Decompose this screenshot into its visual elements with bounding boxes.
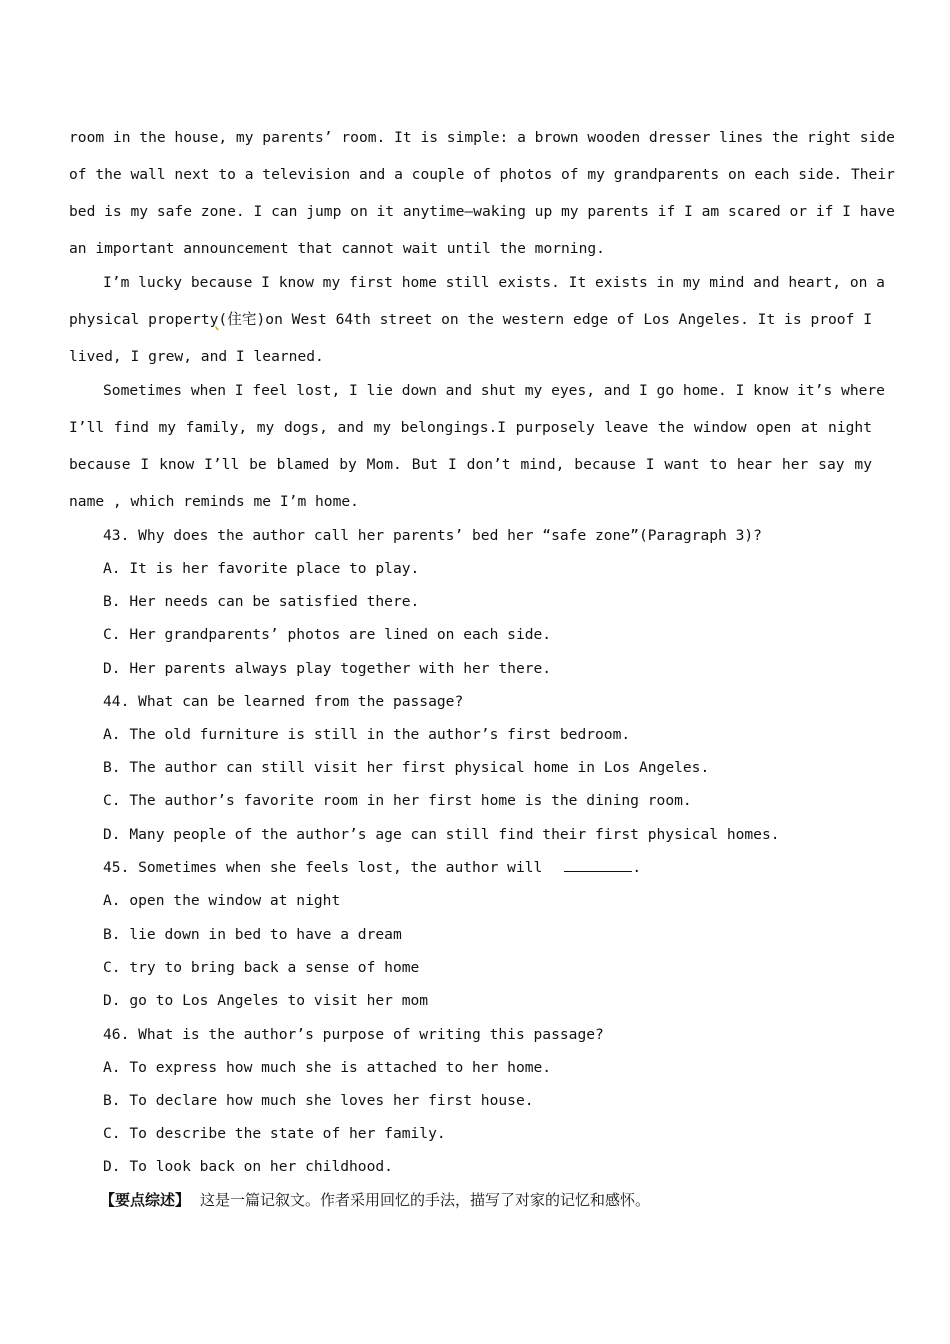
answer-option: A. To express how much she is attached to her home. xyxy=(103,1059,552,1076)
summary xyxy=(100,1190,903,1210)
answer-option: D. Her parents always play together with her there. xyxy=(103,660,552,677)
answer-option: B. To declare how much she loves her first house. xyxy=(103,1092,534,1109)
answer-option: D. To look back on her childhood. xyxy=(103,1158,393,1175)
spellcheck-marked-text: y xyxy=(209,311,219,328)
answer-option: C. Her grandparents’ photos are lined on each side. xyxy=(103,626,552,643)
answer-option: A. It is her favorite place to play. xyxy=(103,560,420,577)
answer-option: C. The author’s favorite room in her first home is the dining room. xyxy=(103,792,692,809)
passage-line: because I know I’ll be blamed by Mom. But I don’t mind, because I want to hear her say my xyxy=(69,456,872,473)
answer-option: D. go to Los Angeles to visit her mom xyxy=(103,992,429,1009)
question-stem: 44. What can be learned from the passage? xyxy=(103,693,464,710)
answer-blank xyxy=(564,859,632,872)
question-stem-text: 45. Sometimes when she feels lost, the author will xyxy=(103,859,543,876)
passage-line: I’m lucky because I know my first home still exists. It exists in my mind and heart, on a xyxy=(103,274,885,291)
answer-option: B. Her needs can be satisfied there. xyxy=(103,593,420,610)
passage-line: an important announcement that cannot wait until the morning. xyxy=(69,240,605,257)
passage-line: I’ll find my family, my dogs, and my belongings.I purposely leave the window open at night xyxy=(69,419,872,436)
answer-option: D. Many people of the author’s age can still find their first physical homes. xyxy=(103,826,780,843)
passage-line: of the wall next to a television and a couple of photos of my grandparents on each side. Their xyxy=(69,166,895,183)
passage-line: lived, I grew, and I learned. xyxy=(69,348,324,365)
answer-option: A. The old furniture is still in the author’s first bedroom. xyxy=(103,726,631,743)
question-stem: 43. Why does the author call her parents’ bed her “safe zone”(Paragraph 3)? xyxy=(103,527,762,544)
summary-text: 这是一篇记叙文。作者采用回忆的手法，描写了对家的记忆和感怀。 xyxy=(200,1191,651,1209)
answer-option: B. lie down in bed to have a dream xyxy=(103,926,402,943)
passage-line: bed is my safe zone. I can jump on it anytime—waking up my parents if I am scared or if I have xyxy=(69,203,895,220)
passage-line xyxy=(69,310,872,330)
answer-option: A. open the window at night xyxy=(103,892,341,909)
question-stem xyxy=(103,858,872,878)
passage-fragment: (住宅)on West 64th street on the western edge of Los Angeles. It is proof I xyxy=(218,311,872,328)
answer-option: C. try to bring back a sense of home xyxy=(103,959,420,976)
summary-tag: 【要点综述】 xyxy=(100,1191,191,1209)
question-stem: 46. What is the author’s purpose of writing this passage? xyxy=(103,1026,604,1043)
passage-fragment: physical propert xyxy=(69,311,210,328)
answer-option: C. To describe the state of her family. xyxy=(103,1125,446,1142)
answer-option: B. The author can still visit her first physical home in Los Angeles. xyxy=(103,759,710,776)
question-stem-end: . xyxy=(632,859,642,876)
passage-line: Sometimes when I feel lost, I lie down and shut my eyes, and I go home. I know it’s where xyxy=(103,382,885,399)
passage-line: name , which reminds me I’m home. xyxy=(69,493,359,510)
passage-line: room in the house, my parents’ room. It is simple: a brown wooden dresser lines the right side xyxy=(69,129,895,146)
